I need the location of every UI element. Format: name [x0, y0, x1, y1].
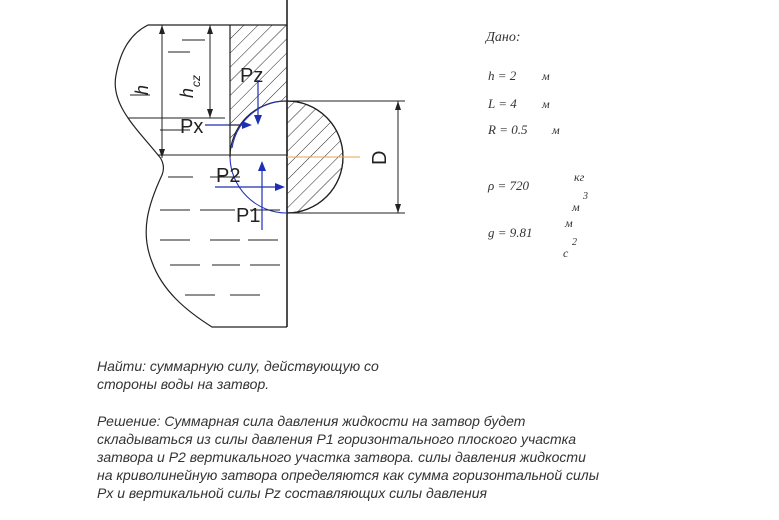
given-rho: ρ = 720 [488, 178, 530, 193]
pressure-body-hatch [226, 20, 292, 162]
given-l: L = 4 [488, 96, 517, 111]
given-header: Дано: [486, 30, 521, 45]
given-r: R = 0.5 [488, 122, 528, 137]
label-p1: P1 [236, 205, 261, 227]
solution-line: Решение: Суммарная сила давления жидкости на затвор будет [97, 413, 526, 429]
given-h: h = 2 [488, 68, 517, 83]
find-line: Найти: суммарную силу, действующую со [97, 358, 379, 374]
given-r-unit: м [552, 123, 560, 137]
gate-diagram [0, 0, 470, 340]
solution-line: складываться из силы давления P1 горизонтального плоского участка [97, 431, 577, 447]
solution-paragraph [97, 412, 599, 502]
label-px: Px [180, 116, 204, 138]
label-d: D [369, 150, 391, 165]
given-h-unit: м [542, 69, 550, 83]
find-paragraph [97, 357, 379, 393]
given-l-unit: м [542, 97, 550, 111]
label-hcz: h [177, 87, 197, 98]
given-rho-unit-exp: 3 [583, 191, 588, 202]
given-g-unit-num: м [565, 216, 573, 230]
label-pz: Pz [240, 65, 264, 87]
solution-line: Px и вертикальной силы Pz составляющих силы давления [97, 485, 487, 501]
solution-line: на криволинейную затвора определяются как сумма горизонтальной силы [97, 467, 600, 483]
given-g: g = 9.81 [488, 225, 533, 240]
given-rho-unit-num: кг [574, 170, 585, 184]
label-p2: P2 [216, 165, 241, 187]
find-line: стороны воды на затвор. [97, 376, 270, 392]
given-rho-unit-den: м [572, 200, 580, 214]
label-hcz-sub: cz [189, 75, 203, 87]
label-h: h [132, 84, 152, 95]
solution-line: затвора и P2 вертикального участка затвора. силы давления жидкости [97, 449, 586, 465]
given-g-unit-den: с [563, 246, 569, 260]
given-g-unit-exp: 2 [572, 237, 577, 248]
